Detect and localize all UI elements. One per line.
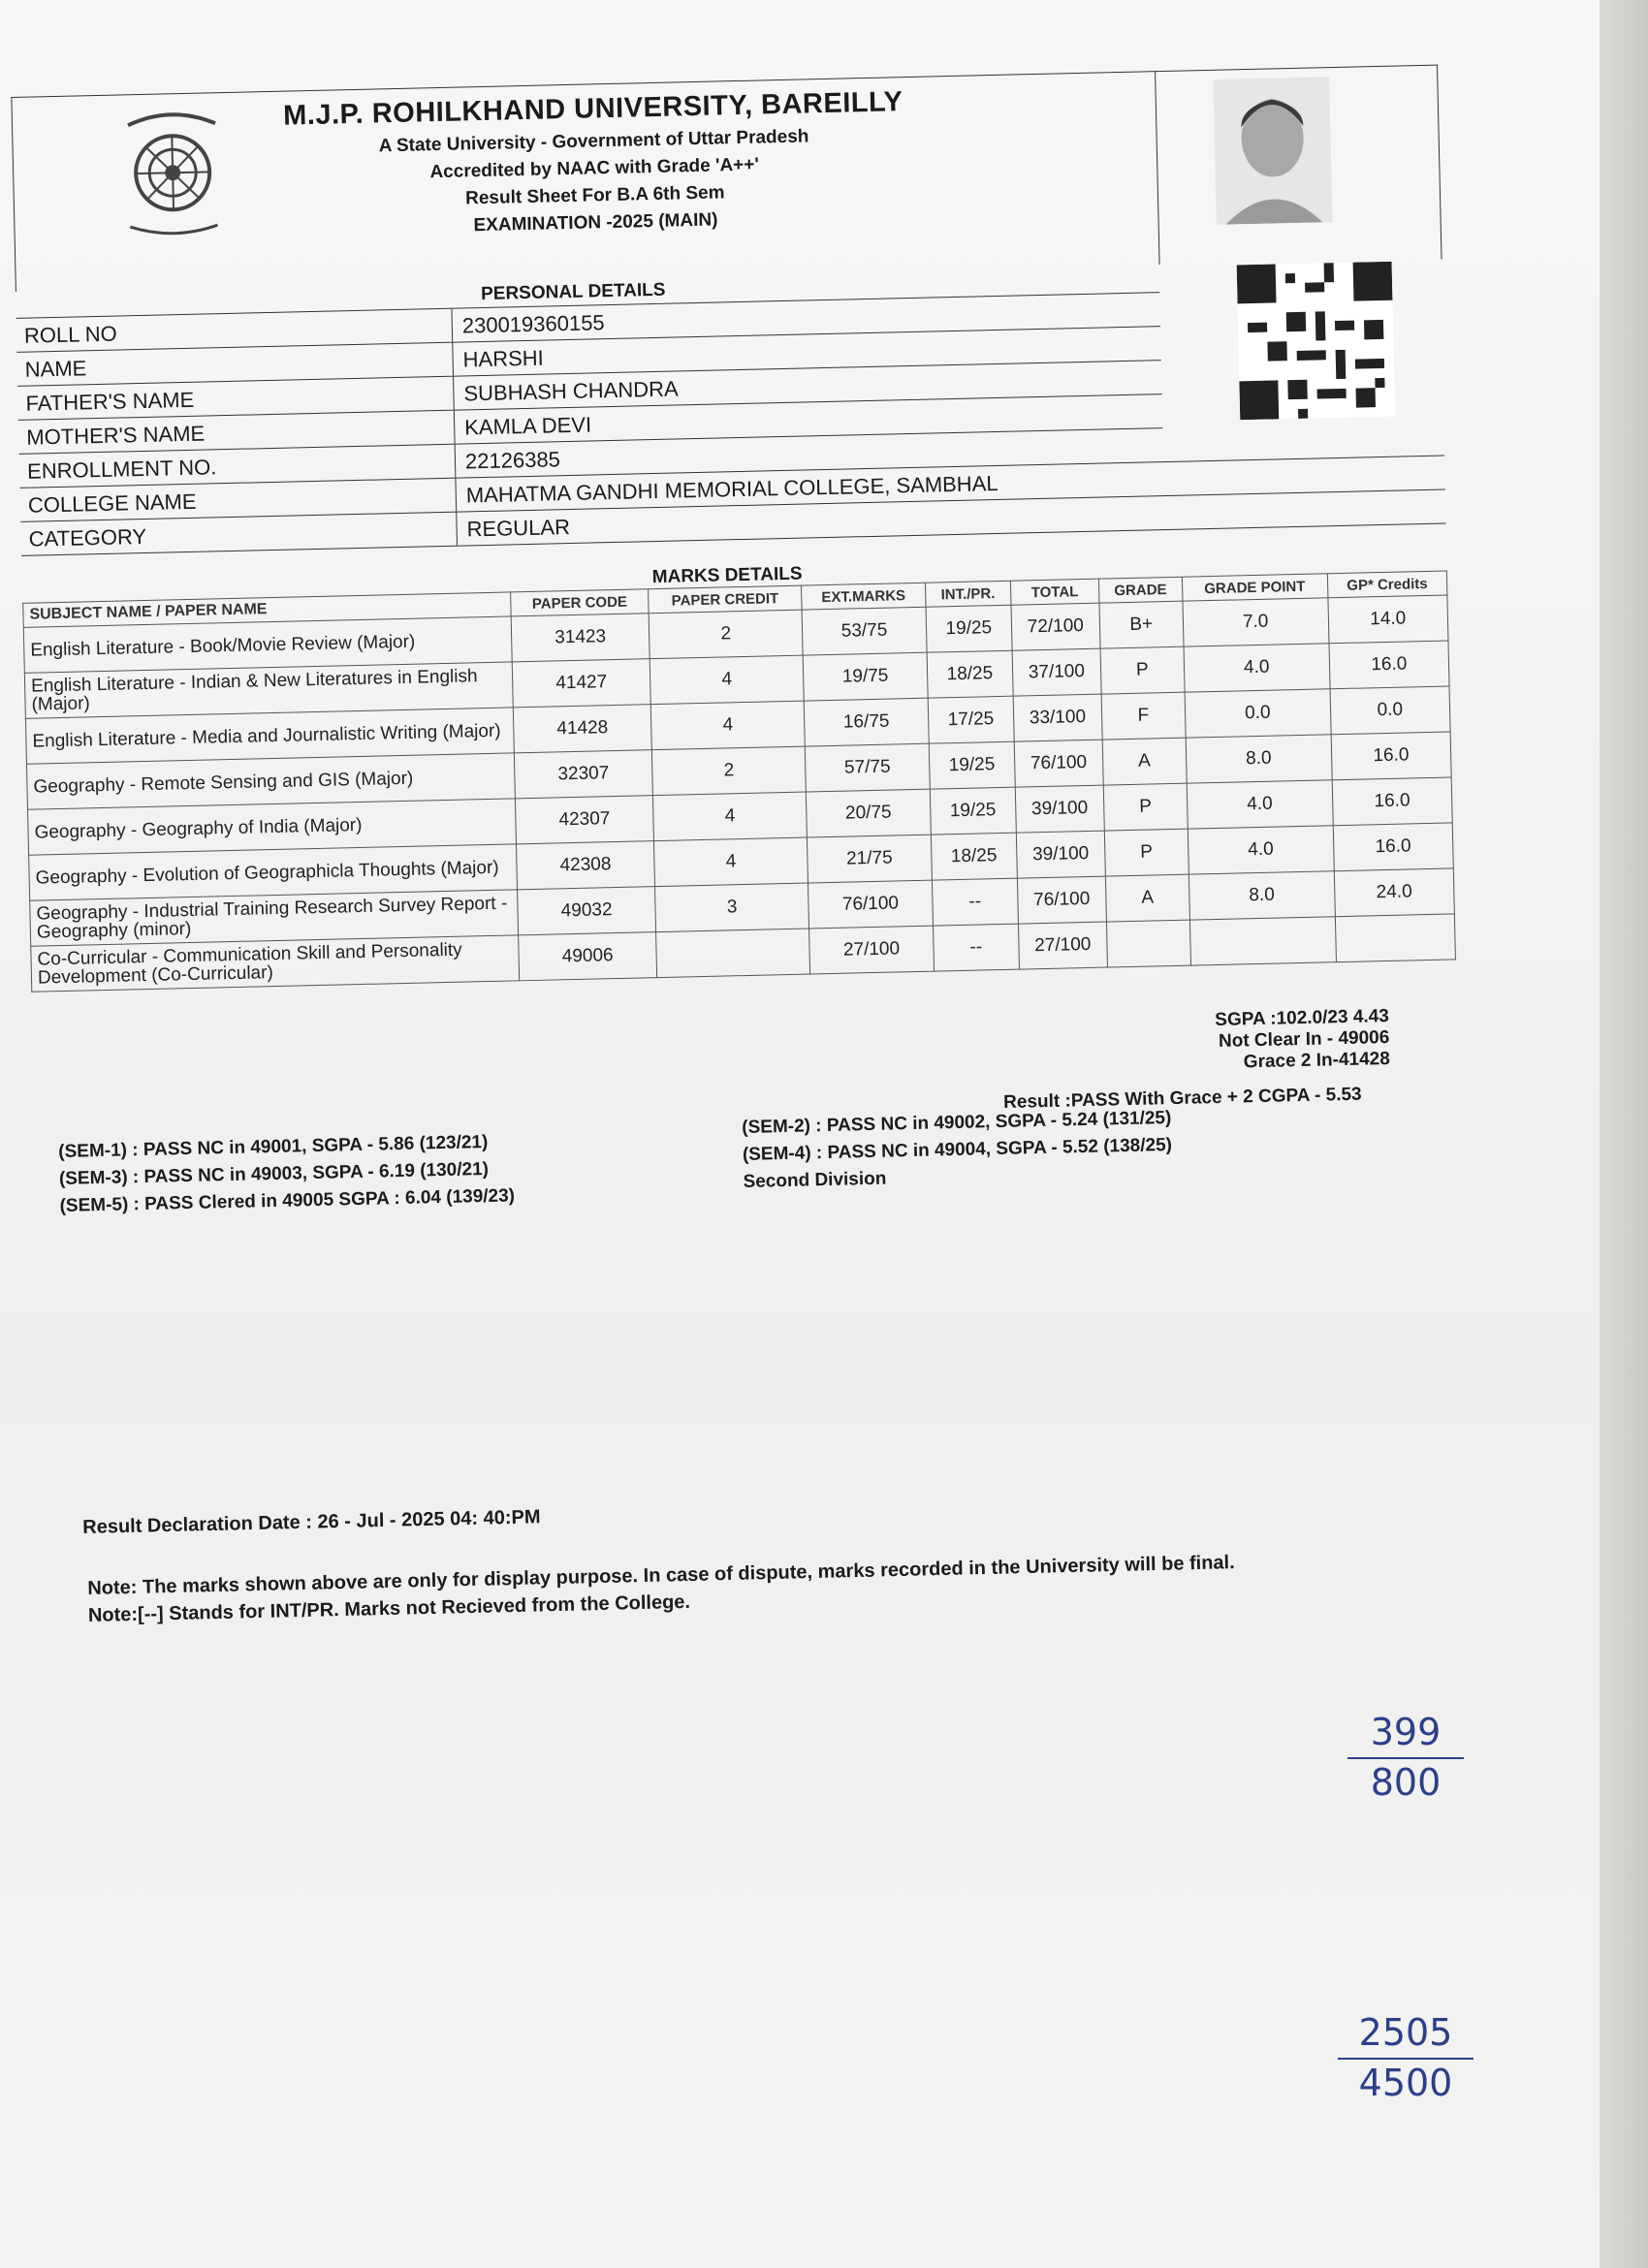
marks-cell-subject: English Literature - Media and Journalistic Writing (Major) <box>25 708 514 764</box>
university-subtitle: A State University - Government of Uttar Pradesh <box>378 126 809 157</box>
sem-4-result: (SEM-4) : PASS NC in 49004, SGPA - 5.52 (138/25) <box>742 1134 1173 1165</box>
sem-1-result: (SEM-1) : PASS NC in 49001, SGPA - 5.86 (123/21) <box>58 1131 489 1162</box>
marks-cell-gp: 4.0 <box>1184 644 1330 692</box>
marks-cell-code: 42307 <box>515 796 653 844</box>
sheet-title: Result Sheet For B.A 6th Sem <box>464 182 725 209</box>
sem-3-result: (SEM-3) : PASS NC in 49003, SGPA - 6.19 (130/21) <box>58 1158 490 1189</box>
marks-cell-int: -- <box>933 924 1019 971</box>
not-clear: Not Clear In - 49006 <box>1218 1026 1390 1052</box>
marks-cell-subject: Geography - Industrial Training Research Survey Report - Geography (minor) <box>30 890 519 946</box>
division: Second Division <box>743 1168 887 1192</box>
marks-cell-total: 39/100 <box>1016 831 1105 878</box>
sgpa: SGPA :102.0/23 4.43 <box>1215 1005 1390 1031</box>
marks-column-header: GRADE <box>1098 577 1182 603</box>
marks-table <box>22 570 1456 992</box>
marks-cell-ext: 21/75 <box>808 835 933 883</box>
marks-cell-grade: P <box>1104 829 1188 876</box>
handwritten-fraction-2 <box>1338 2011 1474 2104</box>
marks-cell-ext: 27/100 <box>809 926 935 974</box>
personal-value: SUBHASH CHANDRA <box>463 376 679 406</box>
marks-column-header: SUBJECT NAME / PAPER NAME <box>23 592 511 627</box>
marks-cell-total: 76/100 <box>1014 740 1103 787</box>
student-photo <box>1213 77 1332 225</box>
marks-column-header: TOTAL <box>1010 579 1099 605</box>
personal-label: NAME <box>16 343 454 386</box>
marks-cell-subject: Geography - Remote Sensing and GIS (Major) <box>26 753 515 809</box>
marks-cell-code: 42308 <box>516 841 654 890</box>
marks-cell-gp: 7.0 <box>1183 598 1329 646</box>
marks-cell-grade <box>1106 920 1190 967</box>
marks-cell-gpc <box>1335 914 1455 962</box>
marks-cell-ext: 16/75 <box>804 698 929 746</box>
marks-cell-grade: F <box>1101 692 1186 740</box>
marks-cell-credit: 4 <box>654 837 808 887</box>
handwritten-fraction-1 <box>1347 1711 1464 1804</box>
note-int-pr: Note:[--] Stands for INT/PR. Marks not Recieved from the College. <box>87 1591 691 1626</box>
exam-title: EXAMINATION -2025 (MAIN) <box>473 209 718 236</box>
hw-num-1: 399 <box>1370 1711 1442 1753</box>
marks-cell-credit: 4 <box>650 701 805 750</box>
marks-cell-int: 18/25 <box>931 833 1017 880</box>
marks-cell-int: 17/25 <box>928 696 1014 743</box>
marks-column-header: INT./PR. <box>925 581 1011 607</box>
marks-cell-total: 72/100 <box>1011 603 1100 650</box>
marks-column-header: GP* Credits <box>1327 571 1447 598</box>
marks-column-header: GRADE POINT <box>1182 574 1327 601</box>
qr-code-icon <box>1237 262 1396 421</box>
personal-label: CATEGORY <box>20 513 458 555</box>
marks-cell-code: 49032 <box>518 887 656 935</box>
marks-cell-gp: 8.0 <box>1188 871 1335 920</box>
marks-cell-gp: 0.0 <box>1185 689 1331 738</box>
marks-cell-int: 19/25 <box>926 605 1012 652</box>
marks-cell-gp: 8.0 <box>1186 735 1332 783</box>
marks-cell-code: 49006 <box>519 932 657 981</box>
marks-cell-code: 32307 <box>514 750 652 799</box>
marks-cell-ext: 53/75 <box>802 607 927 655</box>
result-sheet <box>10 6 1468 1114</box>
personal-value: HARSHI <box>462 345 545 372</box>
personal-value: MAHATMA GANDHI MEMORIAL COLLEGE, SAMBHAL <box>465 470 998 508</box>
marks-cell-total: 37/100 <box>1012 648 1101 696</box>
page-edge <box>1600 0 1648 2268</box>
marks-cell-gp <box>1189 917 1336 965</box>
personal-value: 230019360155 <box>461 310 605 338</box>
marks-cell-gpc: 24.0 <box>1334 868 1454 917</box>
university-name: M.J.P. ROHILKHAND UNIVERSITY, BAREILLY <box>282 86 903 132</box>
marks-cell-subject: English Literature - Book/Movie Review (Major) <box>23 616 512 673</box>
marks-cell-gpc: 16.0 <box>1333 823 1453 871</box>
marks-cell-gp: 4.0 <box>1187 780 1333 829</box>
marks-cell-ext: 76/100 <box>808 880 934 929</box>
marks-cell-subject: Co-Curricular - Communication Skill and Personality Development (Co-Curricular) <box>31 935 520 992</box>
marks-cell-code: 41427 <box>512 659 650 708</box>
hw-num-2: 2505 <box>1358 2011 1453 2054</box>
marks-cell-code: 41428 <box>513 705 651 753</box>
personal-label: FATHER'S NAME <box>17 377 455 420</box>
semester-results-left <box>58 1128 515 1220</box>
marks-cell-grade: P <box>1103 783 1188 831</box>
marks-cell-grade: A <box>1105 874 1189 922</box>
marks-cell-subject: Geography - Evolution of Geographicla Thoughts (Major) <box>29 844 518 900</box>
marks-cell-gpc: 14.0 <box>1328 595 1448 644</box>
grace: Grace 2 In-41428 <box>1243 1048 1391 1073</box>
marks-cell-grade: A <box>1102 738 1187 785</box>
marks-cell-int: -- <box>932 878 1018 926</box>
marks-cell-credit: 2 <box>651 746 806 796</box>
marks-cell-grade: B+ <box>1099 601 1184 648</box>
summary-block <box>1215 1006 1390 1074</box>
marks-cell-total: 39/100 <box>1015 785 1104 833</box>
marks-cell-grade: P <box>1100 646 1185 694</box>
sem-2-result: (SEM-2) : PASS NC in 49002, SGPA - 5.24 (131/25) <box>742 1107 1172 1138</box>
marks-cell-int: 19/25 <box>929 741 1015 789</box>
title-block <box>244 85 945 241</box>
marks-cell-gpc: 16.0 <box>1332 777 1452 826</box>
note-display: Note: The marks shown above are only for display purpose. In case of dispute, marks recorded in the University will be final. <box>87 1552 1235 1599</box>
personal-value: 22126385 <box>464 447 561 474</box>
marks-cell-gpc: 16.0 <box>1331 732 1451 780</box>
personal-value: KAMLA DEVI <box>463 412 592 440</box>
declaration-date: Result Declaration Date : 26 - Jul - 2025 04: 40:PM <box>82 1506 541 1538</box>
hw-den-1: 800 <box>1347 1757 1464 1804</box>
marks-cell-credit: 3 <box>655 883 809 932</box>
university-logo-icon <box>109 104 238 252</box>
marks-cell-credit: 4 <box>650 655 804 705</box>
marks-cell-gpc: 0.0 <box>1330 686 1450 735</box>
semester-results-right <box>742 1105 1173 1196</box>
marks-cell-int: 19/25 <box>930 787 1016 835</box>
marks-cell-total: 27/100 <box>1018 922 1107 969</box>
result-line: Result :PASS With Grace + 2 CGPA - 5.53 <box>1002 1084 1362 1114</box>
personal-label: ROLL NO <box>16 309 454 352</box>
marks-cell-ext: 19/75 <box>803 652 928 701</box>
marks-cell-int: 18/25 <box>927 650 1013 698</box>
marks-cell-ext: 57/75 <box>805 743 930 792</box>
hw-den-2: 4500 <box>1338 2058 1474 2104</box>
marks-column-header: PAPER CREDIT <box>649 585 803 614</box>
marks-details-title: MARKS DETAILS <box>651 563 803 588</box>
sem-5-result: (SEM-5) : PASS Clered in 49005 SGPA : 6.04 (139/23) <box>59 1185 516 1216</box>
marks-cell-credit: 4 <box>652 792 807 841</box>
marks-cell-credit <box>656 929 810 978</box>
marks-column-header: PAPER CODE <box>511 589 650 616</box>
personal-details <box>16 292 1165 556</box>
personal-label: MOTHER'S NAME <box>18 411 456 454</box>
personal-details-title: PERSONAL DETAILS <box>480 279 666 305</box>
marks-column-header: EXT.MARKS <box>802 583 926 610</box>
marks-cell-total: 76/100 <box>1017 876 1106 924</box>
marks-cell-ext: 20/75 <box>807 789 932 837</box>
marks-cell-total: 33/100 <box>1013 694 1102 741</box>
marks-cell-gp: 4.0 <box>1188 826 1334 874</box>
personal-value: REGULAR <box>466 515 571 542</box>
marks-cell-subject: English Literature - Indian & New Literatures in English (Major) <box>24 662 513 718</box>
marks-cell-subject: Geography - Geography of India (Major) <box>28 799 517 855</box>
marks-cell-gpc: 16.0 <box>1329 641 1449 689</box>
marks-cell-credit: 2 <box>649 610 803 659</box>
personal-label: COLLEGE NAME <box>20 479 458 521</box>
personal-label: ENROLLMENT NO. <box>19 445 457 488</box>
marks-cell-code: 31423 <box>511 614 650 662</box>
accreditation: Accredited by NAAC with Grade 'A++' <box>429 154 760 183</box>
